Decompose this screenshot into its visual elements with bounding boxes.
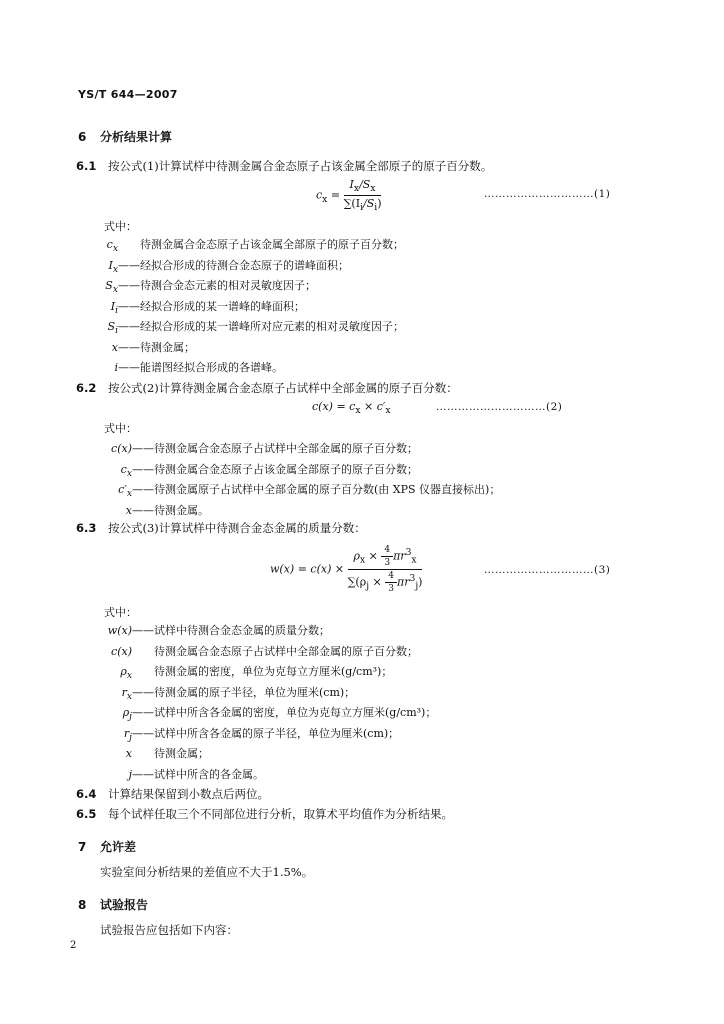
formula-3-fraction: $\rho_x$ × $\frac{4}{3}$ $\pi r^3_x$ $\sum(\rho_j$ × $\frac{4}{3}$ $\pi r^3_j$) [347, 545, 423, 594]
clause-number: 6.2 [76, 381, 97, 395]
formula-3: w(x) = c(x) × $\rho_x$ × $\frac{4}{3}$ $\pi r^3_x$ $\sum(\rho_j$ × $\frac{4}{3}$ $\pi r^3_j$) [270, 545, 423, 594]
definition-symbol: $S_x$ [105, 279, 118, 296]
definition-dash: —— [118, 299, 140, 313]
definition-text: 待测金属合金态原子占试样中全部金属的原子百分数； [154, 442, 418, 455]
section-title: 试验报告 [100, 898, 149, 912]
definition-text: 试样中所含各金属的原子半径，单位为厘米(cm)； [154, 726, 400, 740]
definition-row [60, 725, 399, 743]
definition-dash: —— [118, 258, 140, 272]
definition-dash: —— [118, 361, 140, 374]
page-number: 2 [70, 940, 77, 951]
definition-text: 待测金属合金态原子占试样中全部金属的原子百分数； [154, 644, 418, 658]
clause-6-2 [76, 380, 458, 396]
clause-text: 按公式(2)计算待测金属合金态原子占试样中全部金属的原子百分数： [108, 381, 458, 395]
clause-6-3 [76, 520, 366, 536]
definition-symbol: $r_j$ [123, 726, 132, 743]
definition-symbol: j [128, 767, 132, 781]
definition-row [60, 704, 436, 722]
definition-row [60, 663, 392, 681]
definition-row [60, 684, 355, 702]
clause-number: 6.1 [76, 159, 97, 173]
definition-symbol: $\rho_j$ [122, 706, 132, 723]
definition-text: 试样中所含的各金属。 [154, 767, 264, 781]
definition-text: 待测金属的原子半径，单位为厘米(cm)； [154, 685, 356, 699]
definition-dash: —— [132, 726, 154, 740]
clause-number: 6.5 [76, 807, 97, 821]
clause-text: 按公式(3)计算试样中待测合金态金属的质量分数： [108, 521, 366, 535]
section-title: 允许差 [100, 840, 137, 854]
definition-row [60, 502, 209, 520]
definition-row [60, 766, 264, 784]
standard-code-header: YS/T 644—2007 [78, 88, 178, 101]
section-7-heading [78, 838, 136, 855]
section-number: 8 [78, 898, 87, 912]
definition-dash: —— [132, 706, 154, 719]
definition-row [60, 745, 209, 763]
definition-text: 经拟合形成的待测合金态原子的谱峰面积； [140, 258, 349, 272]
clause-6-5 [76, 806, 453, 822]
definition-dash: —— [132, 442, 154, 455]
section-number: 6 [78, 130, 87, 144]
where-label-2: 式中： [104, 422, 137, 435]
clause-text: 每个试样任取三个不同部位进行分析，取算术平均值作为分析结果。 [108, 807, 453, 821]
section-6-heading [78, 128, 172, 145]
definition-symbol: w(x) [107, 624, 132, 637]
definition-dash: —— [132, 767, 154, 781]
definition-symbol: $c_x$ [120, 462, 132, 479]
definition-row [60, 339, 195, 357]
definition-dash: —— [118, 340, 140, 354]
definition-text: 待测金属合金态原子占该金属全部原子的原子百分数； [140, 238, 404, 251]
clause-6-4 [76, 786, 269, 802]
definition-text: 待测金属； [154, 747, 209, 760]
definition-symbol: c(x) [111, 442, 132, 455]
definition-text: 待测金属； [140, 340, 195, 354]
section-title: 分析结果计算 [100, 130, 173, 144]
definition-symbol: x [125, 503, 132, 517]
formula-3-label: …………………………(3) [484, 564, 611, 576]
definition-dash: —— [132, 624, 154, 637]
definition-symbol: x [111, 340, 118, 354]
definition-symbol: $c_x$ [106, 238, 118, 255]
definition-dash: —— [132, 462, 154, 476]
definition-row [60, 298, 305, 316]
definition-row [60, 622, 330, 640]
definition-text: 经拟合形成的某一谱峰的峰面积； [140, 299, 305, 313]
definition-row [60, 236, 404, 254]
section-7-paragraph: 实验室间分析结果的差值应不大于1.5%。 [100, 865, 314, 879]
definition-row [60, 461, 418, 479]
definition-symbol: $r_x$ [121, 685, 132, 702]
definition-symbol: c(x) [111, 644, 132, 658]
clause-text: 计算结果保留到小数点后两位。 [108, 787, 269, 801]
definition-symbol: $I_x$ [108, 258, 118, 275]
definition-row [60, 257, 349, 275]
definition-row [60, 359, 283, 377]
definition-row [60, 318, 404, 336]
definition-text: 经拟合形成的某一谱峰所对应元素的相对灵敏度因子； [140, 320, 404, 333]
clause-number: 6.4 [76, 787, 97, 801]
definition-symbol: $c'_x$ [118, 483, 132, 500]
formula-1-label: …………………………(1) [484, 188, 611, 200]
definition-dash: —— [132, 503, 154, 517]
definition-text: 试样中所含各金属的密度，单位为克每立方厘米(g/cm³)； [154, 706, 437, 719]
where-label-3: 式中： [104, 606, 137, 619]
formula-1-fraction: $\frac{I_x/S_x}{\sum(I_i/S_i)}$ [343, 178, 382, 214]
formula-1: $c_x$ = $\frac{I_x/S_x}{\sum(I_i/S_i)}$ [316, 178, 382, 214]
formula-2: $c(x) = c_x \times c'_x$ [312, 400, 391, 417]
definition-row [60, 481, 500, 499]
definition-symbol: x [125, 747, 132, 760]
definition-text: 待测金属原子占试样中全部金属的原子百分数(由 XPS 仪器直接标出)； [154, 483, 501, 496]
definition-symbol: $I_i$ [110, 299, 118, 316]
definition-text: 待测金属的密度，单位为克每立方厘米(g/cm³)； [154, 665, 393, 678]
formula-2-label: …………………………(2) [436, 401, 563, 413]
definition-row [60, 440, 418, 458]
where-label-1: 式中： [104, 220, 137, 233]
definition-text: 待测金属合金态原子占该金属全部原子的原子百分数； [154, 462, 418, 476]
definition-symbol: $\rho_x$ [120, 665, 132, 682]
definition-dash: —— [118, 320, 140, 333]
definition-text: 试样中待测合金态金属的质量分数； [154, 624, 330, 637]
definition-row [60, 643, 418, 661]
definition-row [60, 277, 316, 295]
definition-text: 能谱图经拟合形成的各谱峰。 [140, 361, 283, 374]
clause-6-1 [76, 158, 492, 174]
definition-symbol: $S_i$ [107, 320, 118, 337]
definition-symbol: i [114, 361, 118, 374]
definition-dash: —— [132, 483, 154, 496]
section-8-heading [78, 896, 148, 913]
clause-number: 6.3 [76, 521, 97, 535]
definition-text: 待测金属。 [154, 503, 209, 517]
section-8-paragraph: 试验报告应包括如下内容： [100, 923, 238, 937]
definition-text: 待测合金态元素的相对灵敏度因子； [140, 279, 316, 292]
clause-text: 按公式(1)计算试样中待测金属合金态原子占该金属全部原子的原子百分数。 [108, 159, 493, 173]
definition-dash: —— [118, 279, 140, 292]
section-number: 7 [78, 840, 87, 854]
definition-dash: —— [132, 685, 154, 699]
